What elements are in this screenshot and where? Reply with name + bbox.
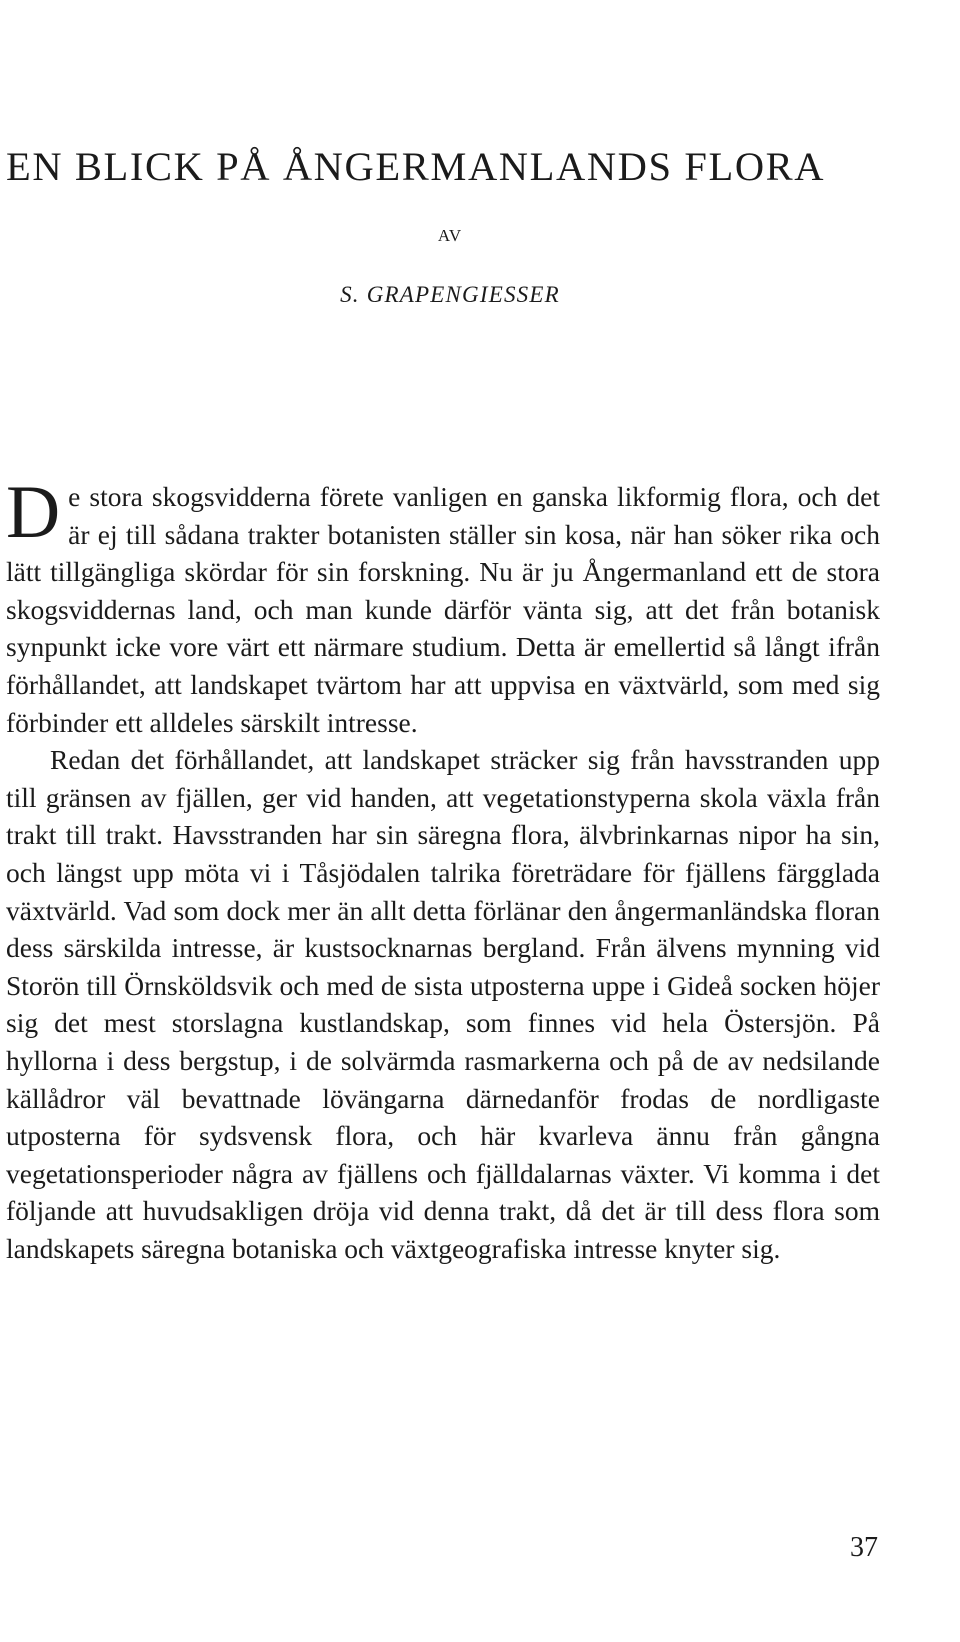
article-body [6, 471, 880, 1267]
article-title: EN BLICK PÅ ÅNGERMANLANDS FLORA [6, 144, 826, 189]
paragraph-1 [6, 471, 880, 741]
author-name: S. GRAPENGIESSER [340, 282, 560, 307]
byline-av: AV [437, 226, 463, 245]
paragraph-1-text: e stora skogsvidderna förete vanligen en ganska likformig flora, och det är ej till sådana trakter botanisten ställer sin kosa, när han söker rika och lätt tillgängliga skördar för sin forskning. Nu är ju Ångermanland ett de stora skogsviddernas land, och man kunde därför vänta sig, att det från botanisk synpunkt icke vore värt ett närmare studium. Detta är emellertid så långt ifrån förhållandet, att landskapet tvärtom har att uppvisa en växtvärld, som med sig förbinder ett alldeles särskilt intresse. [6, 481, 880, 738]
drop-cap: D [6, 471, 61, 554]
paragraph-2: Redan det förhållandet, att landskapet sträcker sig från havsstranden upp till gränsen av fjällen, ger vid handen, att vegetationstyperna skola växla från trakt till trakt. Havsstranden har sin säregna flora, älvbrinkarnas nipor ha sin, och längst upp möta vi i Tåsjödalen talrika företrädare för fjällens färgglada växtvärld. Vad som dock mer än allt detta förlänar den ångermanländska floran dess särskilda intresse, är kustsocknarnas bergland. Från älvens mynning vid Storön till Örnsköldsvik och med de sista utposterna uppe i Gideå socken höjer sig det mest storslagna kustlandskap, som finnes vid hela Östersjön. På hyllorna i dess bergstup, i de solvärmda rasmarkerna och på de av nedsilande källådror väl bevattnade lövängarna därnedanför frodas de nordligaste utposterna för sydsvensk flora, och här kvarleva ännu från gångna vegetationsperioder några av fjällens och fjälldalarnas växter. Vi komma i det följande att huvudsakligen dröja vid denna trakt, då det är till dess flora som landskapets säregna botaniska och växtgeografiska intresse knyter sig. [6, 744, 880, 1264]
page-number: 37 [850, 1532, 878, 1563]
